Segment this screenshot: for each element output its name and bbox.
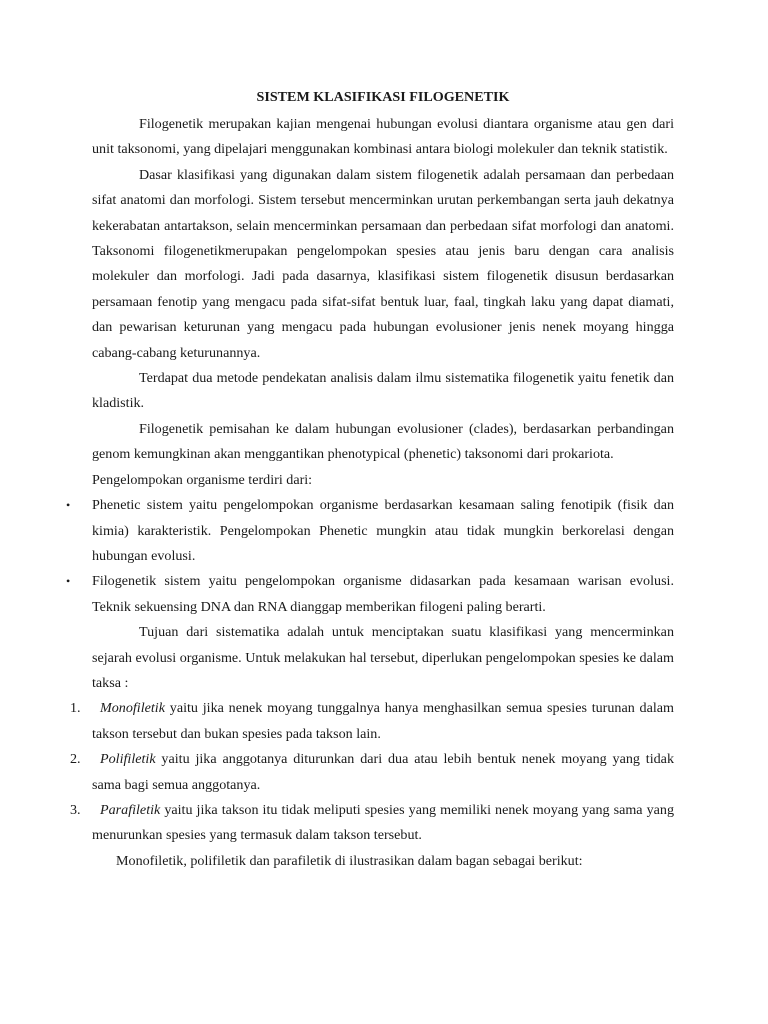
document-page: [66, 86, 674, 874]
list-item: [70, 798, 674, 849]
list-item: [66, 569, 674, 620]
number-marker: 3.: [70, 801, 81, 818]
list-item-text: yaitu jika anggotanya diturunkan dari dua atau lebih bentuk nenek moyang yang tidak sama bagi semua anggotanya.: [92, 751, 674, 793]
list-item-text: Filogenetik sistem yaitu pengelompokan organisme didasarkan pada kesamaan warisan evolusi. Teknik sekuensing DNA dan RNA dianggap memberikan filogeni paling berarti.: [92, 573, 674, 615]
paragraph-basis: Dasar klasifikasi yang digunakan dalam sistem filogenetik adalah persamaan dan perbedaan sifat anatomi dan morfologi. Sistem tersebut mencerminkan urutan perkembangan serta jauh dekatnya kekerabatan antartakson, selain mencerminkan persamaan dan perbedaan sifat morfologi dan anatomi. Taksonomi filogenetikmerupakan pengelompokan spesies atau jenis baru dengan cara analisis molekuler dan morfologi. Jadi pada dasarnya, klasifikasi sistem filogenetik disusun berdasarkan persamaan fenotip yang mengacu pada sifat-sifat bentuk luar, faal, tingkah laku yang dapat diamati, dan pewarisan keturunan yang mengacu pada hubungan evolusioner jenis nenek moyang hingga cabang-cabang keturunannya.: [92, 166, 674, 361]
numbered-list: [70, 696, 674, 848]
paragraph-definition: Filogenetik merupakan kajian mengenai hubungan evolusi diantara organisme atau gen dari unit taksonomi, yang dipelajari menggunakan kombinasi antara biologi molekuler dan teknik statistik.: [92, 116, 674, 158]
bullet-list: [66, 493, 674, 620]
list-item: [66, 493, 674, 569]
paragraph-methods: Terdapat dua metode pendekatan analisis dalam ilmu sistematika filogenetik yaitu fenetik dan kladistik.: [92, 370, 674, 412]
term-polifiletik: Polifiletik: [100, 751, 156, 768]
list-item-text: Phenetic sistem yaitu pengelompokan organisme berdasarkan kesamaan saling fenotipik (fisik dan kimia) karakteristik. Pengelompokan Phenetic mungkin atau tidak mungkin berkorelasi dengan hubungan evolusi.: [92, 497, 674, 564]
list-item-text: yaitu jika takson itu tidak meliputi spesies yang memiliki nenek moyang yang sama yang menurunkan spesies yang termasuk dalam takson tersebut.: [92, 801, 674, 844]
number-marker: 1.: [70, 700, 81, 717]
list-item: [70, 696, 674, 747]
list-item-text: yaitu jika nenek moyang tunggalnya hanya menghasilkan semua spesies turunan dalam takson tersebut dan bukan spesies pada takson lain.: [92, 700, 674, 742]
bullet-marker: •: [66, 574, 71, 589]
term-monofiletik: Monofiletik: [100, 700, 165, 717]
page-title: SISTEM KLASIFIKASI FILOGENETIK: [256, 89, 510, 105]
list-item: [70, 747, 674, 798]
paragraph-closing: Monofiletik, polifiletik dan parafiletik di ilustrasikan dalam bagan sebagai berikut:: [116, 852, 583, 869]
paragraph-separation: Filogenetik pemisahan ke dalam hubungan evolusioner (clades), berdasarkan perbandingan genom kemungkinan akan menggantikan phenotypical (phenetic) taksonomi dari prokariota.: [92, 420, 674, 463]
paragraph-grouping-intro: Pengelompokan organisme terdiri dari:: [92, 471, 313, 488]
bullet-marker: •: [66, 498, 71, 513]
number-marker: 2.: [70, 751, 81, 768]
paragraph-purpose: Tujuan dari sistematika adalah untuk menciptakan suatu klasifikasi yang mencerminkan sejarah evolusi organisme. Untuk melakukan hal tersebut, diperlukan pengelompokan spesies ke dalam taksa :: [92, 624, 674, 691]
term-parafiletik: Parafiletik: [100, 801, 161, 818]
